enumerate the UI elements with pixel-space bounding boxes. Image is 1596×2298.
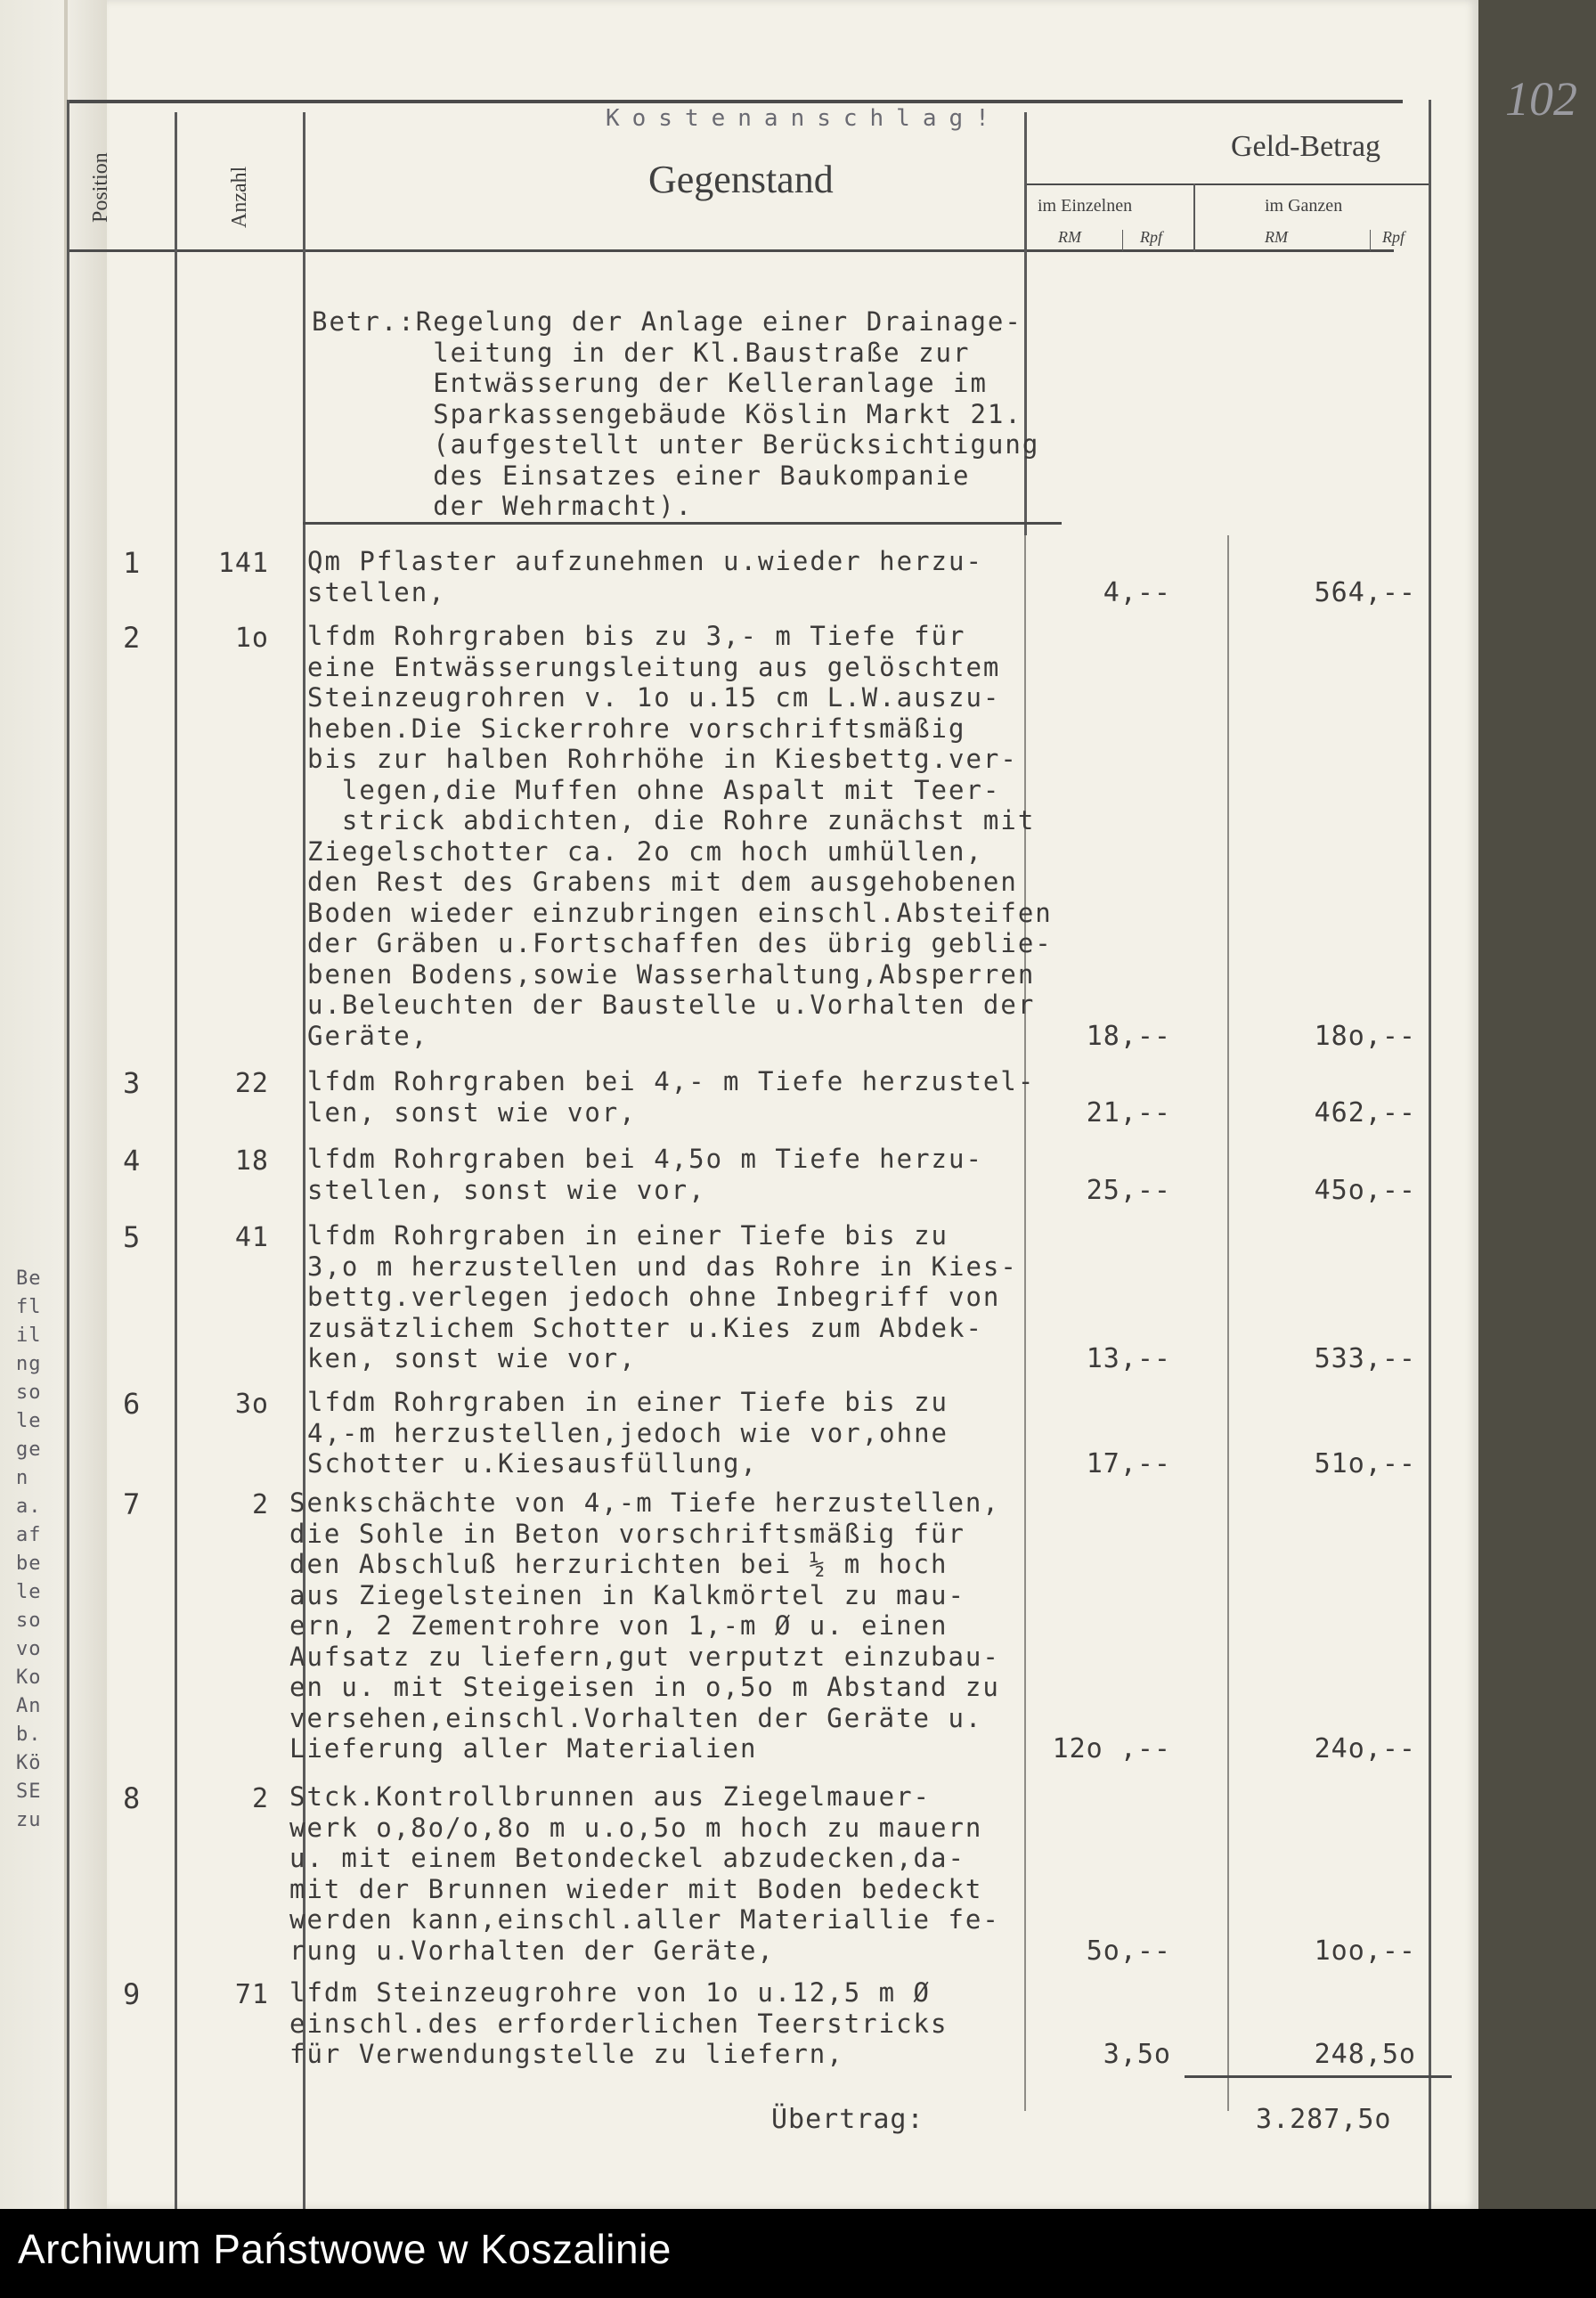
total-rule xyxy=(1185,2075,1452,2078)
fragment-text: vo xyxy=(16,1638,42,1660)
item-description-line: lfdm Rohrgraben bei 4,5o m Tiefe herzu- xyxy=(307,1144,983,1174)
fragment-text: a. xyxy=(16,1495,42,1518)
item-description-line: rung u.Vorhalten der Geräte, xyxy=(289,1935,775,1966)
rule-rm-rpf-einzel xyxy=(1122,230,1123,251)
item-description-line: Boden wieder einzubringen einschl.Absteifen xyxy=(307,897,1053,928)
item-description-line: einschl.des erforderlichen Teerstricks xyxy=(289,2008,949,2039)
subject-line: des Einsatzes einer Baukompanie xyxy=(312,460,971,491)
item-position: 8 xyxy=(123,1781,141,1815)
item-description-line: Geräte, xyxy=(307,1020,429,1051)
header-rpf-ganz: Rpf xyxy=(1382,228,1405,246)
item-anzahl: 2 xyxy=(251,1783,269,1814)
item-anzahl: 22 xyxy=(234,1068,269,1099)
item-gesamtpreis: 462,-- xyxy=(1314,1096,1416,1129)
header-caption: Kostenanschlag! xyxy=(606,105,1002,132)
item-description xyxy=(307,1387,949,1479)
item-description-line: eine Entwässerungsleitung aus gelöschtem xyxy=(307,651,1001,682)
item-description-line: werden kann,einschl.aller Materiallie fe- xyxy=(289,1904,1000,1935)
uebertrag-value: 3.287,5o xyxy=(1256,2104,1392,2135)
item-position: 6 xyxy=(123,1387,141,1421)
item-gesamtpreis: 248,5o xyxy=(1314,2039,1416,2070)
item-einzelpreis: 17,-- xyxy=(1086,1448,1171,1479)
page-number: 102 xyxy=(1505,72,1577,126)
item-anzahl: 141 xyxy=(217,548,269,579)
subject-line: der Wehrmacht). xyxy=(312,491,694,521)
item-description-line: stellen, xyxy=(307,576,446,607)
item-gesamtpreis: 533,-- xyxy=(1314,1343,1416,1374)
item-position: 3 xyxy=(123,1066,141,1100)
subject-line: leitung in der Kl.Baustraße zur xyxy=(312,337,971,368)
item-description-line: u. mit einem Betondeckel abzudecken,da- xyxy=(289,1843,965,1873)
fragment-text: le xyxy=(16,1410,42,1432)
rule-rm-rpf-ganz xyxy=(1370,230,1371,251)
fragment-text: ge xyxy=(16,1438,42,1461)
item-description-line: Schotter u.Kiesausfüllung, xyxy=(307,1448,758,1479)
item-description-line: ern, 2 Zementrohre von 1,-m Ø u. einen xyxy=(289,1610,949,1641)
item-description-line: lfdm Rohrgraben in einer Tiefe bis zu xyxy=(307,1220,949,1251)
item-position: 4 xyxy=(123,1144,141,1178)
header-position: Position xyxy=(89,152,112,223)
subject-line: (aufgestellt unter Berücksichtigung xyxy=(312,429,1040,460)
subject-paragraph xyxy=(312,306,1039,522)
item-description-line: bis zur halben Rohrhöhe in Kiesbettg.ver- xyxy=(307,744,1018,774)
item-description-line: lfdm Steinzeugrohre von 1o u.12,5 m Ø xyxy=(289,1977,932,2008)
fragment-text: so xyxy=(16,1381,42,1404)
item-position: 9 xyxy=(123,1977,141,2011)
item-description-line: stellen, sonst wie vor, xyxy=(307,1174,706,1205)
item-description-line: die Sohle in Beton vorschriftsmäßig für xyxy=(289,1518,965,1549)
fragment-text: SE xyxy=(16,1781,42,1803)
previous-page-edge xyxy=(0,0,107,2209)
rule-einzel-ganz-header xyxy=(1193,183,1195,251)
header-anzahl: Anzahl xyxy=(228,166,251,228)
item-einzelpreis: 18,-- xyxy=(1086,1020,1171,1052)
item-gesamtpreis: 1oo,-- xyxy=(1314,1935,1416,1967)
fragment-text: zu xyxy=(16,1809,42,1831)
item-description-line: benen Bodens,sowie Wasserhaltung,Absperren xyxy=(307,958,1036,990)
item-einzelpreis: 21,-- xyxy=(1086,1096,1171,1129)
fragment-text: be xyxy=(16,1552,42,1575)
item-description-line: en u. mit Steigeisen in o,5o m Abstand zu xyxy=(289,1672,1000,1702)
fragment-text: Ko xyxy=(16,1666,42,1689)
item-description-line: ken, sonst wie vor, xyxy=(307,1343,637,1373)
rule-left xyxy=(67,100,69,2209)
archive-label: Archiwum Państwowe w Koszalinie xyxy=(18,2226,672,2272)
item-description-line: versehen,einschl.Vorhalten der Geräte u. xyxy=(289,1702,983,1733)
item-description-line: zusätzlichem Schotter u.Kies zum Abdek- xyxy=(307,1312,983,1343)
item-anzahl: 1o xyxy=(234,623,269,654)
item-position: 7 xyxy=(123,1487,141,1521)
item-description-line: lfdm Rohrgraben bis zu 3,- m Tiefe für xyxy=(307,621,966,651)
document-page xyxy=(89,0,1577,2209)
item-description-line: u.Beleuchten der Baustelle u.Vorhalten der xyxy=(307,990,1036,1020)
item-description xyxy=(289,1487,1000,1764)
subject-line: Betr.:Regelung der Anlage einer Drainage- xyxy=(312,306,1022,337)
item-position: 1 xyxy=(123,546,141,580)
item-position: 2 xyxy=(123,621,141,655)
item-description-line: lfdm Rohrgraben in einer Tiefe bis zu xyxy=(307,1387,949,1417)
item-position: 5 xyxy=(123,1220,141,1254)
item-gesamtpreis: 24o,-- xyxy=(1314,1733,1416,1764)
header-rm-einzel: RM xyxy=(1058,228,1081,246)
background-right xyxy=(1478,0,1596,2209)
item-description-line: Stck.Kontrollbrunnen aus Ziegelmauer- xyxy=(289,1781,932,1812)
item-description xyxy=(307,1144,983,1205)
item-description-line: 3,o m herzustellen und das Rohre in Kies- xyxy=(307,1251,1018,1282)
fragment-text: Kö xyxy=(16,1752,42,1774)
header-im-ganzen: im Ganzen xyxy=(1265,196,1343,216)
fragment-text: le xyxy=(16,1581,42,1603)
rule-right xyxy=(1429,100,1431,2209)
item-description-line: aus Ziegelsteinen in Kalkmörtel zu mau- xyxy=(289,1579,965,1610)
item-gesamtpreis: 51o,-- xyxy=(1314,1448,1416,1479)
header-geld-betrag: Geld-Betrag xyxy=(1231,130,1381,163)
fragment-text: so xyxy=(16,1609,42,1632)
item-einzelpreis: 4,-- xyxy=(1103,576,1171,608)
item-description-line: Lieferung aller Materialien xyxy=(289,1733,758,1764)
subject-line: Sparkassengebäude Köslin Markt 21. xyxy=(312,398,1022,429)
item-description-line: Steinzeugrohren v. 1o u.15 cm L.W.auszu- xyxy=(307,682,1001,713)
item-description-line: len, sonst wie vor, xyxy=(307,1096,637,1128)
item-description xyxy=(307,546,983,607)
item-description xyxy=(289,1977,948,2070)
item-description-line: Senkschächte von 4,-m Tiefe herzustellen, xyxy=(289,1487,1000,1518)
previous-page-text-fragments xyxy=(16,1265,69,1835)
fragment-text: ng xyxy=(16,1353,42,1375)
item-anzahl: 3o xyxy=(234,1389,269,1420)
item-description-line: legen,die Muffen ohne Aspalt mit Teer- xyxy=(307,774,1001,805)
item-description-line: mit der Brunnen wieder mit Boden bedeckt xyxy=(289,1873,983,1904)
header-im-einzelnen: im Einzelnen xyxy=(1038,196,1133,216)
item-description-line: 4,-m herzustellen,jedoch wie vor,ohne xyxy=(307,1417,949,1448)
item-gesamtpreis: 45o,-- xyxy=(1314,1174,1416,1206)
uebertrag-label: Übertrag: xyxy=(771,2104,924,2135)
item-description-line: Ziegelschotter ca. 2o cm hoch umhüllen, xyxy=(307,835,983,867)
item-description-line: werk o,8o/o,8o m u.o,5o m hoch zu mauern xyxy=(289,1812,983,1843)
header-top-rule xyxy=(67,100,1403,103)
item-description-line: Qm Pflaster aufzunehmen u.wieder herzu- xyxy=(307,546,983,576)
item-description-line: strick abdichten, die Rohre zunächst mit xyxy=(307,805,1036,835)
item-description-line: heben.Die Sickerrohre vorschriftsmäßig xyxy=(307,713,966,744)
item-einzelpreis: 3,5o xyxy=(1103,2039,1171,2070)
fragment-text: An xyxy=(16,1695,42,1717)
item-description-line: Aufsatz zu liefern,gut verputzt einzubau- xyxy=(289,1641,1000,1672)
fragment-text: b. xyxy=(16,1724,42,1746)
item-description xyxy=(289,1781,1000,1966)
archive-footer xyxy=(0,2209,1596,2298)
header-gegenstand: Gegenstand xyxy=(648,158,834,201)
item-description-line: den Rest des Grabens mit dem ausgehobenen xyxy=(307,867,1018,897)
item-einzelpreis: 25,-- xyxy=(1086,1174,1171,1206)
item-anzahl: 71 xyxy=(234,1979,269,2010)
item-description xyxy=(307,621,1053,1051)
rule-position-anzahl xyxy=(175,112,177,2209)
item-description-line: für Verwendungstelle zu liefern, xyxy=(289,2039,844,2069)
fragment-text: il xyxy=(16,1324,42,1347)
fragment-text: fl xyxy=(16,1296,42,1318)
item-description-line: lfdm Rohrgraben bei 4,- m Tiefe herzustel- xyxy=(307,1066,1036,1096)
header-rm-ganz: RM xyxy=(1265,228,1288,246)
item-description-line: der Gräben u.Fortschaffen des übrig geblie- xyxy=(307,928,1053,958)
item-gesamtpreis: 564,-- xyxy=(1314,576,1416,608)
item-anzahl: 41 xyxy=(234,1222,269,1253)
item-description-line: den Abschluß herzurichten bei ½ m hoch xyxy=(289,1549,949,1579)
item-anzahl: 2 xyxy=(251,1489,269,1520)
subject-underline xyxy=(303,522,1062,525)
fragment-text: n xyxy=(16,1467,29,1489)
item-einzelpreis: 12o ,-- xyxy=(1052,1733,1171,1764)
item-gesamtpreis: 18o,-- xyxy=(1314,1020,1416,1052)
subject-line: Entwässerung der Kelleranlage im xyxy=(312,368,988,398)
item-description xyxy=(307,1220,1018,1374)
item-einzelpreis: 5o,-- xyxy=(1086,1935,1171,1967)
item-anzahl: 18 xyxy=(234,1145,269,1177)
geld-subheader-rule xyxy=(1024,183,1430,185)
item-description xyxy=(307,1066,1035,1128)
fragment-text: af xyxy=(16,1524,42,1546)
item-description-line: bettg.verlegen jedoch ohne Inbegriff von xyxy=(307,1282,1001,1312)
header-rpf-einzel: Rpf xyxy=(1140,228,1162,246)
fragment-text: Be xyxy=(16,1267,42,1290)
rule-einzel-ganz xyxy=(1227,535,1229,2111)
item-einzelpreis: 13,-- xyxy=(1086,1343,1171,1374)
